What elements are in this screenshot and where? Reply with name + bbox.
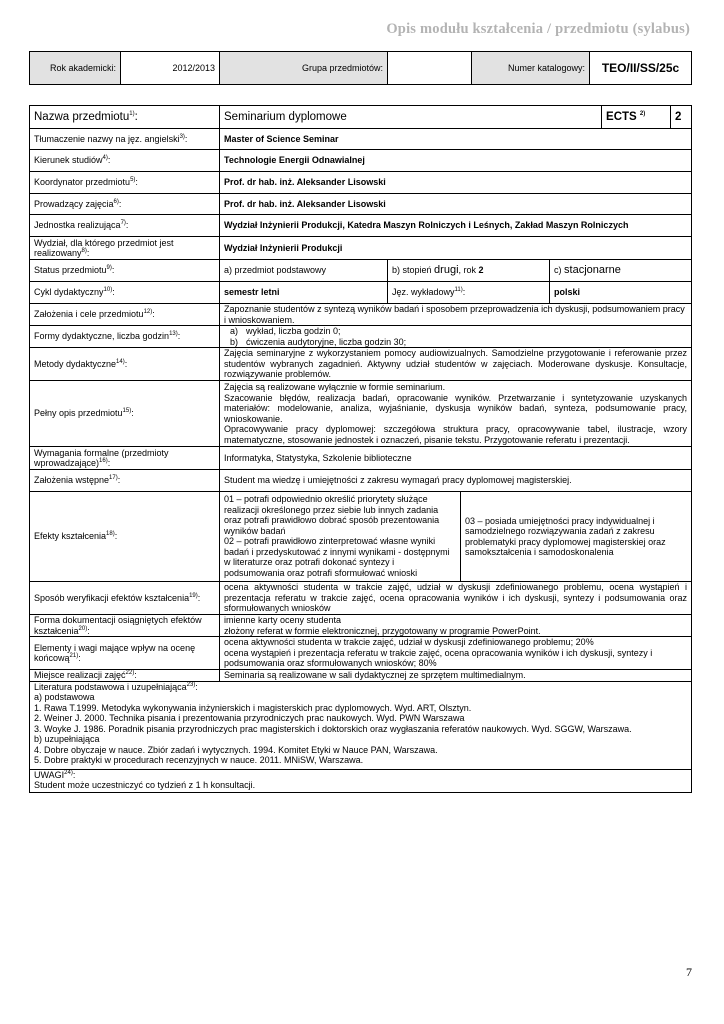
forms-item-b-text: ćwiczenia audytoryjne, liczba godzin 30; — [246, 336, 407, 347]
forms-item-a-mark: a) — [230, 326, 239, 336]
literature-item: 2. Weiner J. 2000. Technika pisania i prezentowania przyrodniczych prac naukowych. Wyd. PWN Warszawa — [34, 713, 465, 723]
footnote-mark: 9) — [106, 265, 112, 272]
footnote-mark: 22) — [125, 670, 135, 676]
location-label: Miejsce realizacji zajęć — [34, 670, 126, 680]
verification-label: Sposób weryfikacji efektów kształcenia — [34, 592, 190, 603]
literature-item: 3. Woyke J. 1986. Poradnik pisania przyrodniczych prac magisterskich i doktorskich oraz wygłaszania referatów naukowych. Wyd. SGGW, Warszawa. — [34, 723, 632, 734]
footnote-mark: 15) — [122, 408, 132, 415]
grading-value — [220, 637, 692, 670]
footnote-mark: 11) — [454, 287, 463, 294]
english-name-value: Master of Science Seminar — [220, 129, 692, 150]
english-name-label: Tłumaczenie nazwy na jęz. angielski — [34, 133, 180, 144]
subject-group-label: Grupa przedmiotów: — [220, 52, 388, 85]
forms-value — [220, 326, 692, 348]
row-status: Status przedmiotu$^{9)}$: a) przedmiot podstawowy b) stopień drugi, rok 2 c) stacjonarne — [30, 260, 692, 282]
footnote-mark: 7) — [120, 220, 126, 227]
full-description-p2: Szacowanie błędów, realizacja badań, opracowanie wyników. Przetwarzanie i syntetyzowanie uzyskanych materiałów: modelowanie, analiza, wyjaśnianie, dyskusja wyników badań, synteza, podsumowanie pracy, wnioskowanie. — [224, 392, 688, 424]
full-description-label: Pełny opis przedmiotu — [34, 408, 123, 419]
row-grading: Elementy i wagi mające wpływ na ocenę końcową$^{21)}$: ocena aktywności studenta w trakcie zajęć, udział w dyskusji zdefiniowanego problemu; 20% ocena wystąpień i prezentacja referatu w trakcie zajęć, ocena opracowania wyników i ich dyskusji, syntezy i podsumowania oraz sformułowanych wniosków; 80% — [30, 637, 692, 670]
status-b-year: 2 — [478, 265, 484, 276]
row-requirements: Wymagania formalne (przedmioty wprowadzające)$^{16)}$: Informatyka, Statystyka, Szkolenie biblioteczne — [30, 447, 692, 470]
language-value: polski — [550, 282, 692, 304]
status-b — [388, 260, 550, 282]
outcomes-right — [461, 492, 692, 582]
verification-value: ocena aktywności studenta w trakcie zajęć, udział w dyskusji zdefiniowanego problemu, ocena wystąpień i prezentacja referatu w trakcie zajęć, ocena opracowania wyników i ich dyskusji, syntezy i podsumowania oraz sformułowanych wniosków — [220, 582, 692, 615]
footnote-mark: 3) — [179, 133, 185, 140]
outcome-03: 03 – posiada umiejętności pracy indywidualnej i samodzielnego rozwiązywania zadań z zakresu problematyki pracy dyplomowej magisterskiej oraz samokształcenia i samodoskonalenia — [465, 515, 666, 557]
notes-value: Student może uczestniczyć co tydzień z 1 h konsultacji. — [34, 780, 256, 790]
faculty-value: Wydział Inżynierii Produkcji — [220, 237, 692, 260]
document-title: Opis modułu kształcenia / przedmiotu (sylabus) — [386, 21, 690, 37]
cycle-value: semestr letni — [220, 282, 388, 304]
forms-item-a-text: wykład, liczba godzin 0; — [246, 326, 341, 336]
footnote-mark: 23) — [186, 681, 196, 688]
page-number: 7 — [686, 965, 692, 979]
catalog-number-value: TEO/II/SS/25c — [590, 52, 692, 85]
row-english-name: Tłumaczenie nazwy na jęz. angielski$^{3)}$: Master of Science Seminar — [30, 129, 692, 150]
requirements-label: Wymagania formalne (przedmioty wprowadzające) — [34, 447, 169, 468]
footnote-mark: 14) — [116, 358, 125, 365]
prerequisites-label: Założenia wstępne — [34, 475, 110, 486]
full-description-p1: Zajęcia są realizowane wyłącznie w formie seminarium. — [224, 382, 446, 392]
header-info-table — [29, 51, 692, 85]
row-prerequisites: Założenia wstępne$^{17)}$: Student ma wiedzę i umiejętności z zakresu wymagań pracy dyplomowej magisterskiej. — [30, 470, 692, 492]
forms-item-a — [224, 326, 687, 337]
footnote-mark: 4) — [102, 155, 108, 162]
forms-item-b-mark: b) — [230, 336, 239, 347]
row-faculty: Wydział, dla którego przedmiot jest realizowany$^{8)}$: Wydział Inżynierii Produkcji — [30, 237, 692, 260]
notes-cell: UWAGI$^{24)}$: Student może uczestniczyć co tydzień z 1 h konsultacji. — [30, 769, 692, 792]
footnote-mark: 20) — [78, 625, 88, 632]
row-methods: Metody dydaktyczne$^{14)}$: Zajęcia seminaryjne z wykorzystaniem pomocy audiowizualnych. Samodzielne przygotowanie i referowanie przez studentów wybranych zagadnień. Aktywny udział studentów w zajęciach. Moderowane dyskusje. Konsultacje, rozwiązywanie problemów. — [30, 348, 692, 381]
field-label: Kierunek studiów — [34, 155, 103, 166]
cycle-label: Cykl dydaktyczny — [34, 287, 104, 298]
outcome-02: 02 – potrafi prawidłowo zinterpretować własne wyniki badań i przedyskutować z innymi wynikami - dostępnymi w literaturze oraz potrafi dokonać syntezy i podsumowania oraz potrafi sformułować wnioski — [224, 536, 450, 578]
unit-value: Wydział Inżynierii Produkcji, Katedra Maszyn Rolniczych i Leśnych, Zakład Maszyn Rolniczych — [220, 215, 692, 237]
faculty-label: Wydział, dla którego przedmiot jest realizowany — [34, 237, 174, 258]
status-b-degree: drugi — [434, 264, 459, 277]
footnote-mark: 21) — [69, 653, 79, 659]
documentation-label: Forma dokumentacji osiągniętych efektów kształcenia — [34, 615, 202, 636]
footnote-mark: 17) — [109, 475, 118, 482]
footnote-mark: 10) — [103, 287, 113, 294]
row-location: Miejsce realizacji zajęć$^{22)}$: Seminaria są realizowane w sali dydaktycznej ze sprzętem multimedialnym. — [30, 670, 692, 682]
row-forms: Formy dydaktyczne, liczba godzin$^{13)}$: a) wykład, liczba godzin 0; b) ćwiczenia audytoryjne, liczba godzin 30; — [30, 326, 692, 348]
field-value: Technologie Energii Odnawialnej — [220, 150, 692, 172]
grading-line-2: ocena wystąpień i prezentacja referatu w trakcie zajęć, ocena opracowania wyników i ich dyskusji, syntezy i podsumowania oraz sformułowanych wniosków; 80% — [224, 647, 653, 669]
ects-value: 2 — [671, 106, 692, 129]
outcomes-label: Efekty kształcenia — [34, 531, 107, 542]
row-unit: Jednostka realizująca$^{7)}$: Wydział Inżynierii Produkcji, Katedra Maszyn Rolniczych i Leśnych, Zakład Maszyn Rolniczych — [30, 215, 692, 237]
footnote-mark: 18) — [106, 531, 115, 538]
ects-label: ECTS — [606, 110, 637, 123]
instructor-value: Prof. dr hab. inż. Aleksander Lisowski — [220, 194, 692, 215]
course-name-value: Seminarium dyplomowe — [220, 106, 602, 129]
outcome-01: 01 – potrafi odpowiednio określić priorytety służące realizacji określonego przez siebie lub innych zadania oraz potrafi prawidłowo dobrać sposób prezentowania wyników badań — [224, 494, 440, 536]
row-verification: Sposób weryfikacji efektów kształcenia$^{19)}$: ocena aktywności studenta w trakcie zajęć, udział w dyskusji zdefiniowanego problemu, ocena wystąpień i prezentacja referatu w trakcie zajęć, ocena opracowania wyników i ich dyskusji, syntezy i podsumowania oraz sformułowanych wniosków — [30, 582, 692, 615]
literature-supplementary-heading: b) uzupełniająca — [34, 734, 100, 744]
literature-label: Literatura podstawowa i uzupełniająca — [34, 681, 187, 692]
grading-line-1: ocena aktywności studenta w trakcie zajęć, udział w dyskusji zdefiniowanego problemu; 20% — [224, 637, 594, 648]
syllabus-table — [29, 105, 692, 793]
row-cycle: Cykl dydaktyczny$^{10)}$: semestr letni Jęz. wykładowy$^{11)}$: polski — [30, 282, 692, 304]
subject-group-value — [388, 52, 472, 85]
footnote-mark: 8) — [81, 248, 87, 254]
row-full-description: Pełny opis przedmiotu$^{15)}$: Zajęcia są realizowane wyłącznie w formie seminarium. Szacowanie błędów, realizacja badań, opracowanie wyników. Przetwarzanie i syntetyzowanie uzyskanych materiałów: modelowanie, analiza, wyjaśnianie, dyskusja wyników badań, synteza, podsumowanie pracy, wnioskowanie. Opracowywanie pracy dyplomowej: szczegółowa struktura pracy, opracowywanie tabel, ilustracje, wzory matematyczne, stosowanie jednostek i oznaczeń, pisanie tekstu. Przygotowanie referatu i prezentacji. — [30, 381, 692, 447]
full-description-value — [220, 381, 692, 447]
row-field-of-study: Kierunek studiów$^{4)}$: Technologie Energii Odnawialnej — [30, 150, 692, 172]
status-b-prefix: b) stopień — [392, 265, 432, 276]
catalog-number-label: Numer katalogowy: — [472, 52, 590, 85]
literature-item: 4. Dobre obyczaje w nauce. Zbiór zadań i wytycznych. 1994. Komitet Etyki w Nauce PAN, Warszawa. — [34, 744, 438, 755]
objectives-label: Założenia i cele przedmiotu — [34, 309, 144, 320]
status-a: a) przedmiot podstawowy — [220, 260, 388, 282]
requirements-value: Informatyka, Statystyka, Szkolenie biblioteczne — [220, 447, 692, 470]
academic-year-label: Rok akademicki: — [30, 52, 121, 85]
row-coordinator: Koordynator przedmiotu$^{5)}$: Prof. dr hab. inż. Aleksander Lisowski — [30, 172, 692, 194]
documentation-value — [220, 615, 692, 637]
status-label: Status przedmiotu — [34, 265, 107, 276]
forms-item-b — [224, 337, 687, 348]
notes-label: UWAGI — [34, 769, 65, 780]
documentation-line-2: złożony referat w formie elektronicznej, przygotowany w programie PowerPoint. — [224, 625, 541, 636]
footnote-mark: 2) — [639, 110, 646, 117]
footnote-mark: 1) — [129, 110, 135, 117]
status-c-mode: stacjonarne — [564, 264, 621, 277]
row-course-name: Nazwa przedmiotu$^{1)}$: Seminarium dyplomowe ECTS $^{2)}$ 2 — [30, 106, 692, 129]
language-label: Jęz. wykładowy — [392, 287, 455, 298]
forms-label: Formy dydaktyczne, liczba godzin — [34, 331, 170, 342]
status-c-prefix: c) — [554, 265, 562, 276]
literature-cell: Literatura podstawowa i uzupełniająca$^{23)}$: a) podstawowa 1. Rawa T.1999. Metodyka wykonywania inżynierskich i magisterskich prac dyplomowych. Wyd. ART, Olsztyn. 2. Weiner J. 2000. Technika pisania i prezentowania przyrodniczych prac naukowych. Wyd. PWN Warszawa 3. Woyke J. 1986. Poradnik pisania przyrodniczych prac magisterskich i doktorskich oraz wygłaszania referatów naukowych. Wyd. SGGW, Warszawa. b) uzupełniająca 4. Dobre obyczaje w nauce. Zbiór zadań i wytycznych. 1994. Komitet Etyki w Nauce PAN, Warszawa. 5. Dobre praktyki w procedurach recenzyjnych w nauce. 2011. MNiSW, Warszawa. — [30, 681, 692, 769]
row-documentation: Forma dokumentacji osiągniętych efektów kształcenia$^{20)}$: imienne karty oceny studenta złożony referat w formie elektronicznej, przygotowany w programie PowerPoint. — [30, 615, 692, 637]
status-c — [550, 260, 692, 282]
location-value: Seminaria są realizowane w sali dydaktycznej ze sprzętem multimedialnym. — [220, 670, 692, 682]
outcomes-left — [220, 492, 461, 582]
instructor-label: Prowadzący zajęcia — [34, 198, 114, 209]
row-objectives: Założenia i cele przedmiotu$^{12)}$: Zapoznanie studentów z syntezą wyników badań i sposobem przeprowadzenia ich dyskusji, podsumowaniem pracy i wnioskowaniem. — [30, 304, 692, 326]
footnote-mark: 13) — [169, 331, 178, 338]
footnote-mark: 24) — [64, 769, 73, 776]
footnote-mark: 16) — [99, 458, 108, 464]
row-instructor: Prowadzący zajęcia$^{6)}$: Prof. dr hab. inż. Aleksander Lisowski — [30, 194, 692, 215]
language-label-colon: : — [462, 287, 466, 298]
coordinator-label: Koordynator przedmiotu — [34, 177, 131, 188]
status-b-year-label: , rok — [458, 265, 477, 276]
coordinator-value: Prof. dr hab. inż. Aleksander Lisowski — [220, 172, 692, 194]
row-notes — [30, 769, 692, 792]
footnote-mark: 12) — [143, 309, 153, 316]
unit-label: Jednostka realizująca — [34, 220, 121, 231]
literature-item: 1. Rawa T.1999. Metodyka wykonywania inżynierskich i magisterskich prac dyplomowych. Wyd. ART, Olsztyn. — [34, 702, 472, 713]
academic-year-value: 2012/2013 — [121, 52, 220, 85]
objectives-value: Zapoznanie studentów z syntezą wyników badań i sposobem przeprowadzenia ich dyskusji, podsumowaniem pracy i wnioskowaniem. — [220, 304, 692, 326]
course-name-label: Nazwa przedmiotu — [34, 110, 130, 123]
prerequisites-value: Student ma wiedzę i umiejętności z zakresu wymagań pracy dyplomowej magisterskiej. — [220, 470, 692, 492]
methods-label: Metody dydaktyczne — [34, 358, 117, 369]
grading-label: Elementy i wagi mające wpływ na ocenę końcową — [34, 642, 196, 663]
row-learning-outcomes: Efekty kształcenia$^{18)}$: 01 – potrafi odpowiednio określić priorytety służące realizacji określonego przez siebie lub innych zadania oraz potrafi prawidłowo dobrać sposób prezentowania wyników badań 02 – potrafi prawidłowo zinterpretować własne wyniki badań i przedyskutować z innymi wynikami - dostępnymi w literaturze oraz potrafi dokonać syntezy i podsumowania oraz potrafi sformułować wnioski 03 – posiada umiejętności pracy indywidualnej i samodzielnego rozwiązywania zadań z zakresu problematyki pracy dyplomowej magisterskiej oraz samokształcenia i samodoskonalenia — [30, 492, 692, 582]
footnote-mark: 5) — [130, 177, 136, 184]
methods-value: Zajęcia seminaryjne z wykorzystaniem pomocy audiowizualnych. Samodzielne przygotowanie i referowanie przez studentów wybranych zagadnień. Aktywny udział studentów w zajęciach. Moderowane dyskusje. Konsultacje, rozwiązywanie problemów. — [220, 348, 692, 381]
footnote-mark: 19) — [189, 592, 198, 599]
footnote-mark: 6) — [113, 198, 119, 205]
row-literature — [30, 681, 692, 769]
literature-item: 5. Dobre praktyki w procedurach recenzyjnych w nauce. 2011. MNiSW, Warszawa. — [34, 755, 364, 765]
documentation-line-1: imienne karty oceny studenta — [224, 615, 342, 625]
full-description-p3: Opracowywanie pracy dyplomowej: szczegółowa struktura pracy, opracowywanie tabel, ilustracje, wzory matematyczne, stosowanie jednostek i oznaczeń, pisanie tekstu. Przygotowanie referatu i prezentacji. — [224, 424, 688, 445]
literature-basic-heading: a) podstawowa — [34, 692, 95, 702]
